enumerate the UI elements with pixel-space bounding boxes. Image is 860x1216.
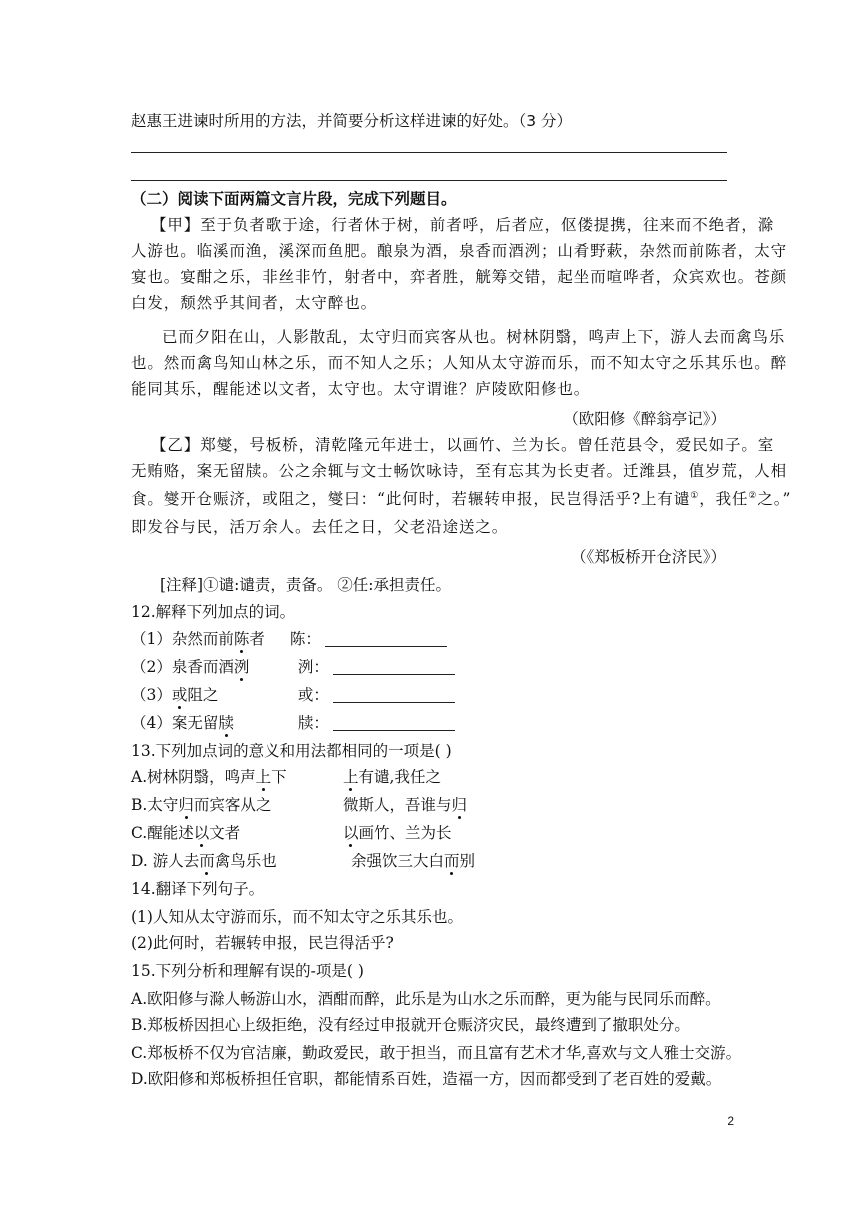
q12-item: （1）杂然而前陈者 陈： (131, 628, 447, 650)
q13-option-c: C.醒能述以文者 以画竹、兰为长 (131, 824, 452, 842)
dotted-word: 或 (171, 686, 188, 704)
passage-jia-line: 白发，颓然乎其间者，太守醉也。 (131, 294, 378, 312)
passage-source: （《郑板桥开仓济民》） (570, 548, 726, 566)
passage-jia-line: 【甲】至于负者歌于途，行者休于树，前者呼，后者应，伛偻提携，往来而不绝者，滁 (151, 216, 775, 234)
passage-jia-line: 人游也。临溪而渔，溪深而鱼肥。酿泉为酒，泉香而酒洌；山肴野蔌，杂然而前陈者，太守 (131, 242, 788, 260)
dotted-word: 陈 (233, 630, 250, 648)
passage-yi-line: 食。燮开仓赈济，或阻之，燮曰：“此何时，若辗转申报，民岂得活乎?上有谴①，我任②之。” (131, 490, 792, 508)
dotted-word: 洌 (233, 658, 250, 676)
passage-tag: 【甲】 (151, 216, 201, 234)
answer-blank[interactable] (325, 630, 447, 647)
q13-title: 13.下列加点词的意义和用法都相同的一项是( ) (131, 742, 452, 760)
q13-option-d: D. 游人去而禽鸟乐也 余强饮三大白而别 (131, 852, 476, 870)
passage-jia-line: 已而夕阳在山，人影散乱，太守归而宾客从也。树林阴翳，鸣声上下，游人去而禽鸟乐 (162, 328, 786, 346)
q12-item: （2）泉香而酒洌 洌： (131, 656, 455, 678)
passage-jia-line: 能同其乐，醒能述以文者，太守也。太守谓谁？庐陵欧阳修也。 (131, 380, 591, 398)
section-heading: （二）阅读下面两篇文言片段，完成下列题目。 (131, 190, 457, 208)
answer-blank[interactable] (333, 686, 455, 703)
dotted-word: 牍 (218, 714, 234, 732)
passage-tag: 【乙】 (151, 436, 201, 454)
q13-option-a: A.树林阴翳，鸣声上下 上有谴,我任之 (131, 768, 441, 786)
q12-title: 12.解释下列加点的词。 (131, 603, 296, 621)
q13-option-b: B.太守归而宾客从之 微斯人，吾谁与归 (131, 796, 468, 814)
answer-blank[interactable] (333, 714, 455, 731)
q15-title: 15.下列分析和理解有误的-项是( ) (131, 962, 364, 980)
q14-sentence: (1)人知从太守游而乐，而不知太守之乐其乐也。 (131, 908, 463, 926)
passage-yi-line: 即发谷与民，活万余人。去任之日，父老沿途送之。 (131, 518, 509, 536)
passage-yi-line: 无贿赂，案无留牍。公之余辄与文士畅饮咏诗，至有忘其为长吏者。迁潍县，值岁荒，人相 (131, 462, 788, 480)
passage-jia-line: 也。然而禽鸟知山林之乐，而不知人之乐；人知从太守游而乐，而不知太守之乐其乐也。醉 (131, 354, 788, 372)
answer-line (131, 180, 727, 181)
q12-item: （3）或阻之 或： (131, 684, 455, 706)
answer-blank[interactable] (333, 658, 455, 675)
q11-text: 赵惠王进谏时所用的方法，并简要分析这样进谏的好处。（3 分） (131, 112, 573, 130)
q15-option-b: B.郑板桥因担心上级拒绝，没有经过申报就开仓赈济灾民，最终遭到了撤职处分。 (131, 1016, 690, 1034)
q15-option-a: A.欧阳修与滁人畅游山水，酒酣而醉，此乐是为山水之乐而醉，更为能与民同乐而醉。 (131, 990, 721, 1008)
answer-line (131, 152, 727, 153)
passage-yi-line: 【乙】郑燮，号板桥，清乾隆元年进士，以画竹、兰为长。曾任范县令，爱民如子。室 (151, 436, 775, 454)
footnote-mark: ① (690, 490, 700, 501)
q15-option-c: C.郑板桥不仅为官洁廉，勤政爱民，敢于担当，而且富有艺术才华,喜欢与文人雅士交游。 (131, 1044, 742, 1062)
footnote-mark: ② (748, 490, 758, 501)
q15-option-d: D.欧阳修和郑板桥担任官职，都能情系百姓，造福一方，因而都受到了老百姓的爱戴。 (131, 1070, 722, 1088)
passage-source: （欧阳修《醉翁亭记》） (563, 410, 726, 428)
page-number: 2 (727, 1114, 734, 1128)
q12-item: （4）案无留牍 牍： (131, 712, 455, 734)
passage-jia-line: 宴也。宴酣之乐，非丝非竹，射者中，弈者胜，觥筹交错，起坐而喧哗者，众宾欢也。苍颜 (131, 268, 788, 286)
q14-sentence: (2)此何时，若辗转申报，民岂得活乎? (131, 934, 394, 952)
annotation-note: [注释]①谴:谴责，责备。 ②任:承担责任。 (160, 576, 451, 594)
q14-title: 14.翻译下列句子。 (131, 880, 265, 898)
